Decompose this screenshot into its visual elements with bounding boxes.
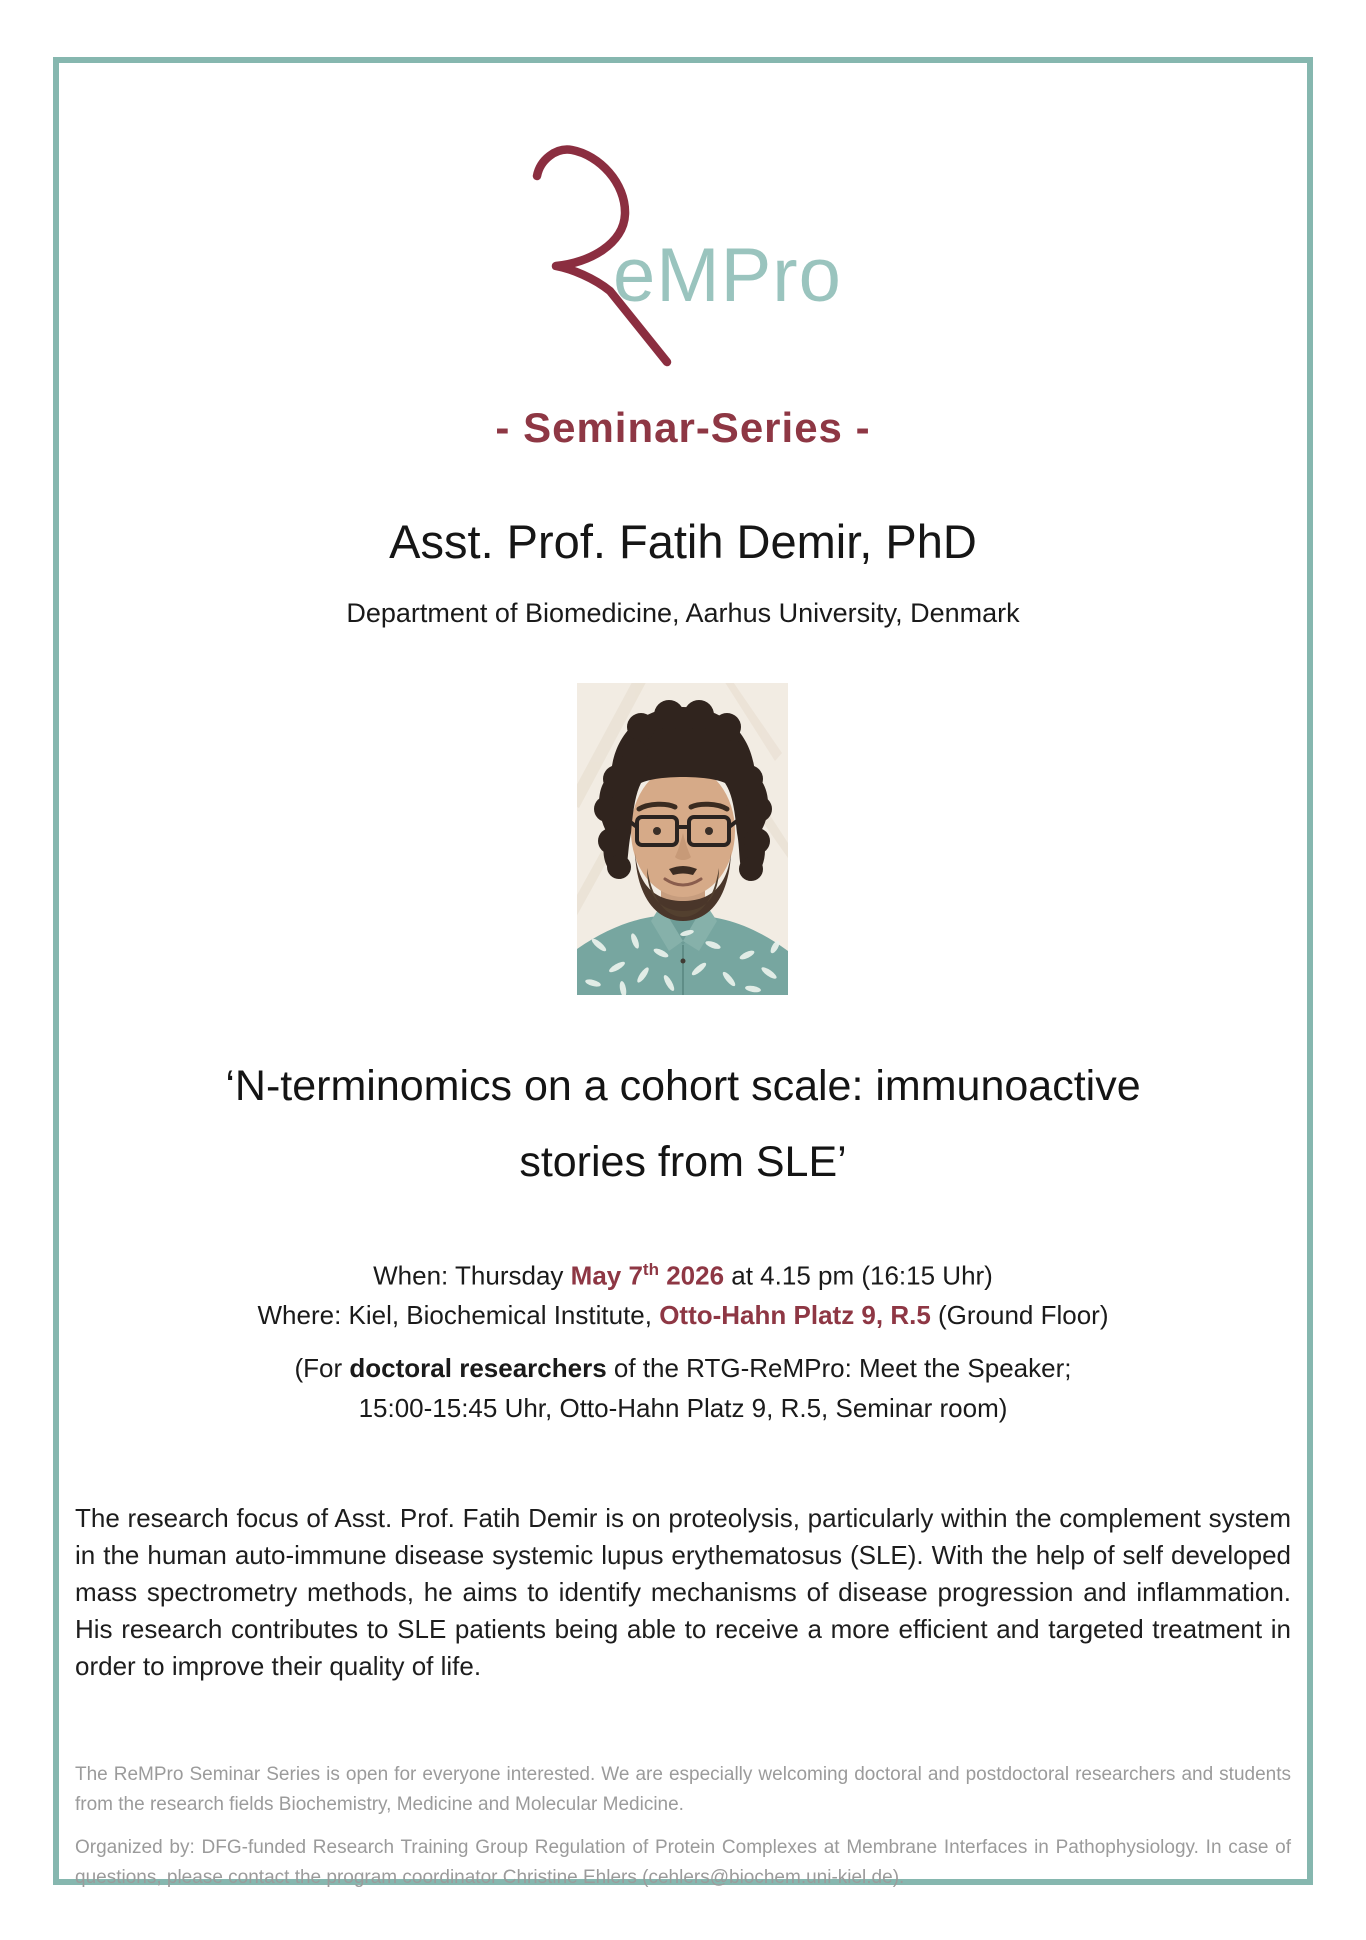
talk-title xyxy=(0,1048,1366,1200)
speaker-name: Asst. Prof. Fatih Demir, PhD xyxy=(389,515,977,568)
meet-prefix: (For xyxy=(294,1353,350,1383)
when-date-ordinal: th xyxy=(642,1260,659,1279)
when-prefix: When: Thursday xyxy=(373,1260,571,1291)
where-suffix: (Ground Floor) xyxy=(930,1299,1109,1330)
portrait-illustration xyxy=(577,683,788,995)
research-bio-paragraph: The research focus of Asst. Prof. Fatih Demir is on proteolysis, particularly within the complement system in the human auto-immune disease systemic lupus erythematosus (SLE). With the help of self developed mass spectrometry methods, he aims to identify mechanisms of disease progression and inflammation. His research contributes to SLE patients being able to receive a more efficient and targeted treatment in order to improve their quality of life. xyxy=(75,1503,1291,1681)
footer-organizer-contact: Organized by: DFG-funded Research Training Group Regulation of Protein Complexes at Membrane Interfaces in Pathophysiology. In case of questions, please contact the program coordinator Christine Ehlers (cehlers@biochem.uni-kiel.de). xyxy=(75,1837,1291,1888)
meet-the-speaker-note xyxy=(0,1348,1366,1428)
when-suffix: at 4.15 pm (16:15 Uhr) xyxy=(724,1260,993,1291)
rempro-logo xyxy=(513,138,853,378)
talk-title-line2: stories from SLE’ xyxy=(519,1138,847,1186)
speaker-affiliation: Department of Biomedicine, Aarhus University, Denmark xyxy=(346,598,1020,628)
meet-line1 xyxy=(0,1348,1366,1388)
footer-open-invitation: The ReMPro Seminar Series is open for everyone interested. We are especially welcoming doctoral and postdoctoral researchers and students from the research fields Biochemistry, Medicine and Molecular Medicine. xyxy=(75,1764,1291,1815)
when-line xyxy=(0,1250,1366,1296)
flyer-footer xyxy=(75,1760,1291,1893)
talk-title-line1: ‘N-terminomics on a cohort scale: immunoactive xyxy=(225,1062,1141,1110)
meet-bold: doctoral researchers xyxy=(349,1353,607,1383)
where-highlight: Otto-Hahn Platz 9, R.5 xyxy=(659,1299,931,1330)
when-date: May 7 xyxy=(570,1260,643,1291)
seminar-series-label: - Seminar-Series - xyxy=(495,404,871,451)
speaker-portrait-photo xyxy=(577,683,788,995)
where-prefix: Where: Kiel, Biochemical Institute, xyxy=(257,1299,660,1330)
event-details xyxy=(0,1250,1366,1335)
meet-suffix: of the RTG-ReMPro: Meet the Speaker; xyxy=(606,1353,1072,1383)
logo-wordmark: eMPro xyxy=(613,233,842,318)
when-year: 2026 xyxy=(658,1260,725,1291)
meet-line2: 15:00-15:45 Uhr, Otto-Hahn Platz 9, R.5, Seminar room) xyxy=(358,1393,1008,1423)
where-line xyxy=(0,1296,1366,1335)
